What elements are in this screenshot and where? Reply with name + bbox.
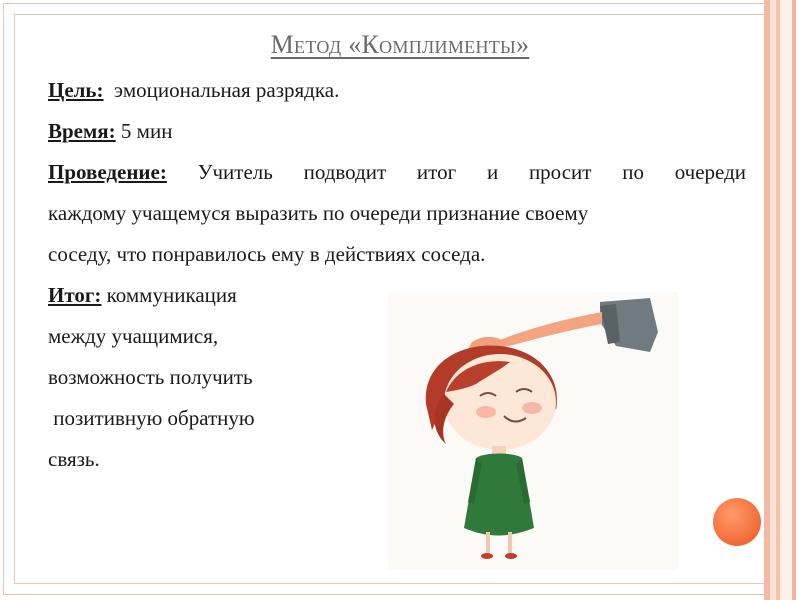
time-label: Время: (48, 119, 116, 143)
time-line (48, 111, 748, 152)
result-line-2: между учащимися, (48, 324, 219, 348)
goal-text: эмоциональная разрядка. (114, 78, 340, 102)
goal-label: Цель: (48, 78, 104, 102)
result-line-3: возможность получить (48, 365, 253, 389)
result-line-4: позитивную обратную (48, 406, 255, 430)
girl-hand-on-head-icon (388, 292, 678, 570)
orange-circle-decoration (713, 498, 761, 546)
time-text: 5 мин (120, 119, 173, 143)
decorative-side-band (764, 0, 800, 600)
procedure-text-1: Учитель подводит итог и просит по очереди (197, 160, 747, 184)
slide-title: Метод «Комплименты» (270, 30, 530, 59)
procedure-line-3: соседу, что понравилось ему в действиях соседа. (48, 242, 486, 266)
procedure-label: Проведение: (48, 160, 167, 184)
result-line-5: связь. (48, 447, 100, 471)
goal-line (48, 70, 748, 111)
result-text-1: коммуникация (106, 283, 237, 307)
procedure-line-2: каждому учащемуся выразить по очереди признание своему (48, 201, 589, 225)
girl-illustration (388, 292, 678, 570)
procedure-line-1 (48, 152, 746, 193)
result-label: Итог: (48, 283, 102, 307)
